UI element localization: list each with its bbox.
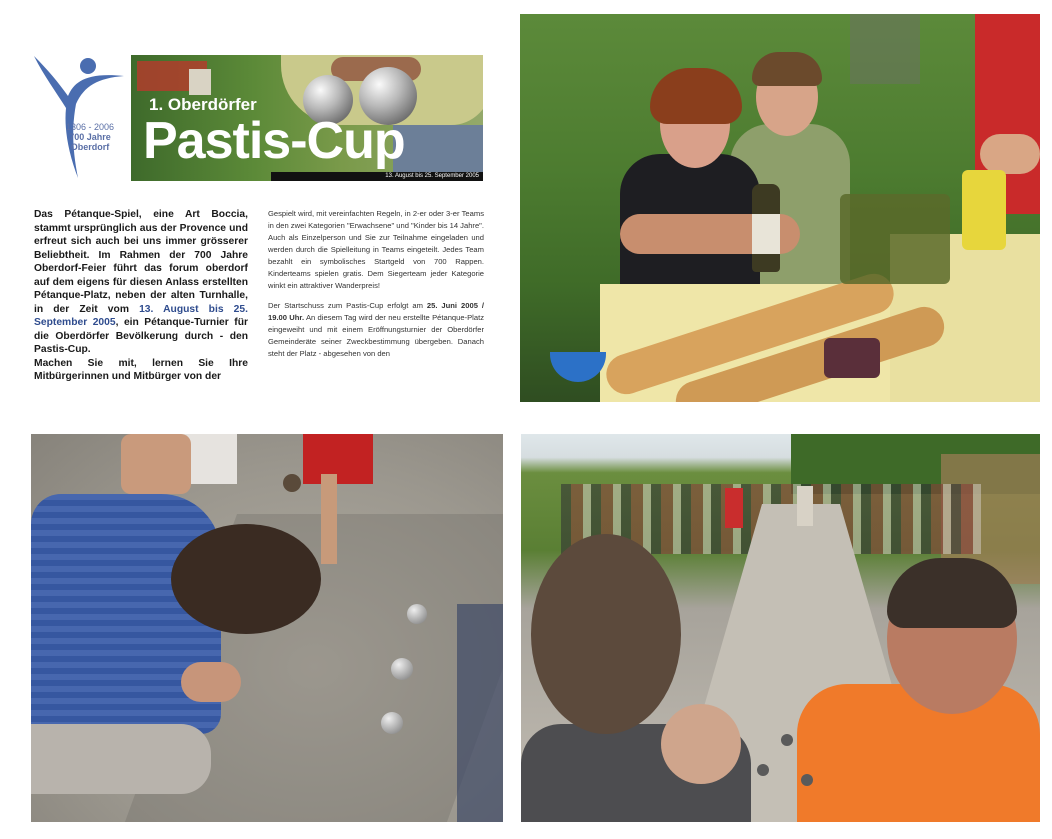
pastis-cup-banner — [131, 55, 483, 181]
blue-bowl — [550, 352, 606, 382]
intro-text: Das Pétanque-Spiel, eine Art Boccia, stammt ursprünglich aus der Provence und erfreut sich auch bei uns immer grösserer Beliebtheit. Im Rahmen der 700 Jahre Oberdorf-Feier führt das forum oberdorf auf dem eigens für diesen Anlass erstellten Pétanque-Platz, neben der alten Turnhalle, in der Zeit vom — [34, 209, 248, 315]
fence — [850, 14, 920, 84]
article-panel — [28, 18, 490, 402]
boule-ball — [781, 734, 793, 746]
banner-house-wall — [189, 69, 211, 95]
intro-text-end: , ein Pétanque-Turnier für die Oberdörfer Bevölkerung durch - den Pastis-Cup. — [34, 317, 248, 355]
boule-ball — [801, 774, 813, 786]
standing-leg — [321, 474, 337, 564]
spectator-right-shirt — [797, 684, 1040, 822]
boule-ball — [757, 764, 769, 776]
intro-date-highlight: 13. August bis 25. September 2005 — [34, 303, 248, 328]
logo-years: 1306 - 2006 — [65, 122, 115, 132]
banner-title: Pastis-Cup — [143, 112, 405, 170]
photo-spectators-game — [521, 434, 1040, 822]
article-intro — [34, 208, 248, 384]
player-arm-top — [121, 434, 191, 494]
spectator-left-head — [531, 534, 681, 734]
player-red-shirt — [725, 488, 743, 528]
boule-ball — [283, 474, 301, 492]
spectator-middle-head — [661, 704, 741, 784]
start-text-end: An diesem Tag wird der neu erstellte Pétanque-Platz eingeweiht und mit einem Eröffnungsturnier der Oberdörfer Gemeinderäte seiner Zweckbestimmung übergeben. Danach steht der Platz - abgesehen von den — [268, 313, 484, 358]
spectator-feet — [457, 604, 503, 822]
boule-ball — [381, 712, 403, 734]
boule-ball — [391, 658, 413, 680]
player-trousers — [31, 724, 211, 794]
berry-bowl — [824, 338, 880, 378]
article-details — [268, 208, 484, 368]
woman-green-hair — [752, 52, 822, 86]
intro-call-to-action: Machen Sie mit, lernen Sie Ihre Mitbürgerinnen und Mitbürger von der — [34, 357, 248, 382]
logo-caption — [60, 122, 120, 152]
woman-black-hair — [650, 68, 742, 124]
jubilee-logo — [28, 52, 128, 182]
banner-subtitle: 1. Oberdörfer — [149, 95, 257, 114]
photo-measuring-boules — [31, 434, 503, 822]
photo-buffet-table — [520, 14, 1040, 402]
rules-paragraph: Gespielt wird, mit vereinfachten Regeln, in 2-er oder 3-er Teams in den zwei Kategorien "Erwachsene" und "Kinder bis 14 Jahre". Auch als Einzelperson und Sie zur Teilnahme eingeladen und werden durch die Spielleitung in Teams eingeteilt. Jedes Team bezahlt ein symbolisches Startgeld von 700 Rappen. Kinderteams spielen gratis. Dem Siegerteam jeder Kategorie winkt ein attraktiver Wanderpreis! — [268, 209, 484, 290]
red-skirt-person — [303, 434, 373, 484]
bottles-group — [840, 194, 950, 284]
start-date: 25. Juni 2005 / 19.00 Uhr. — [268, 301, 484, 322]
boule-ball — [407, 604, 427, 624]
player-head — [171, 524, 321, 634]
logo-line2: Oberdorf — [70, 142, 110, 152]
man-red-shirt-arm — [980, 134, 1040, 174]
banner-dates: 13. August bis 25. September 2005 — [271, 172, 483, 181]
wine-bottle-label — [752, 214, 780, 254]
start-paragraph — [268, 300, 484, 360]
player-white-shirt — [797, 486, 813, 526]
logo-line1: 700 Jahre — [69, 132, 111, 142]
start-text: Der Startschuss zum Pastis-Cup erfolgt am — [268, 301, 427, 310]
player-hand — [181, 662, 241, 702]
yellow-pitcher — [962, 170, 1006, 250]
